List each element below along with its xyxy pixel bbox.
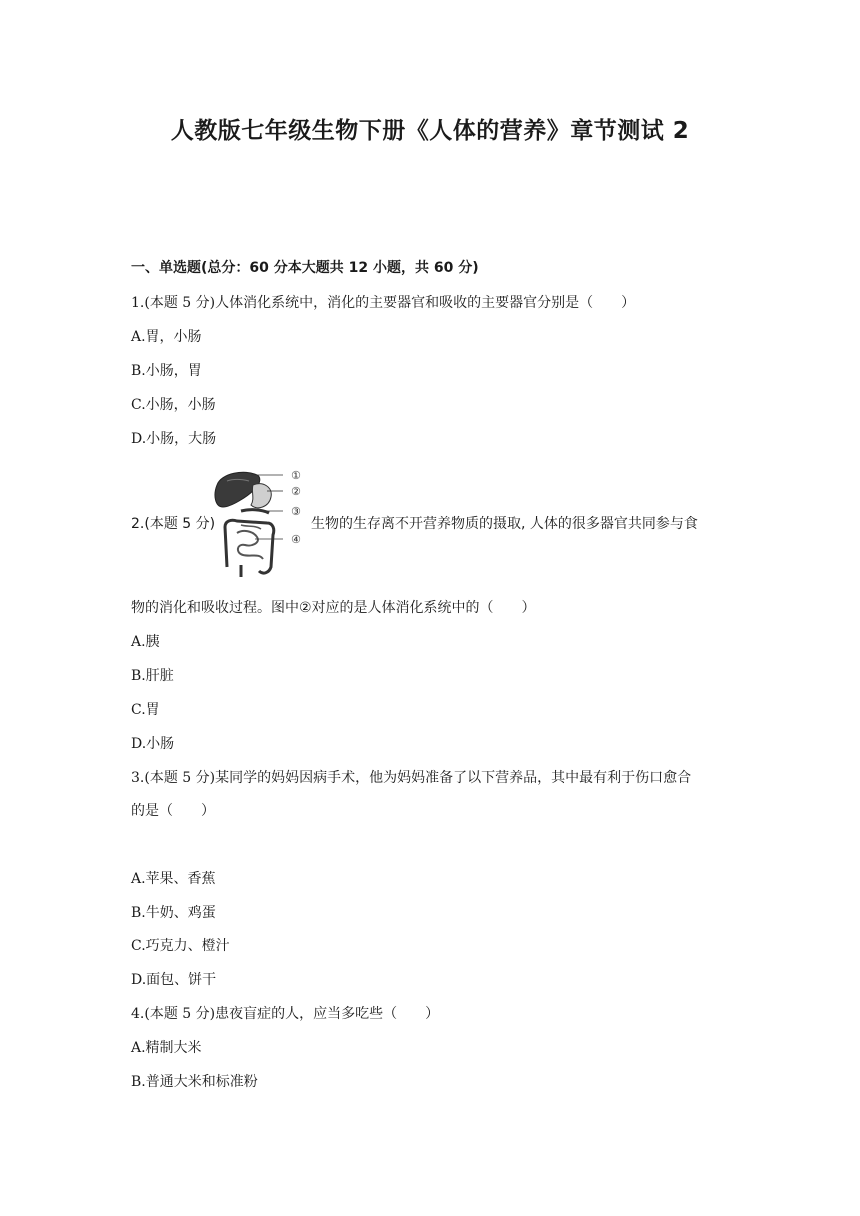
question-1-option-b: B.小肠，胃: [131, 363, 202, 379]
question-3-option-b: B.牛奶、鸡蛋: [131, 905, 216, 921]
question-2-option-d: D.小肠: [131, 736, 175, 752]
question-2-stem-part2: 物的消化和吸收过程。图中②对应的是人体消化系统中的（ ）: [131, 600, 536, 616]
digestive-system-figure: [211, 467, 311, 580]
figure-label-1: ①: [291, 469, 301, 482]
question-2-option-c: C.胃: [131, 702, 160, 718]
question-3-stem-line1: 3.(本题 5 分)某同学的妈妈因病手术，他为妈妈准备了以下营养品，其中最有利于伤口愈合: [131, 770, 692, 786]
question-2-option-a: A.胰: [131, 634, 160, 650]
question-1-option-c: C.小肠，小肠: [131, 397, 216, 413]
question-1-stem: 1.(本题 5 分)人体消化系统中，消化的主要器官和吸收的主要器官分别是（ ）: [131, 295, 636, 311]
question-3-stem-line2: 的是（ ）: [131, 803, 215, 819]
question-3-option-a: A.苹果、香蕉: [131, 871, 216, 887]
figure-label-2: ②: [291, 485, 301, 498]
question-3-option-d: D.面包、饼干: [131, 972, 217, 988]
question-1-option-d: D.小肠，大肠: [131, 431, 217, 447]
question-3-option-c: C.巧克力、橙汁: [131, 938, 230, 954]
question-4-stem: 4.(本题 5 分)患夜盲症的人，应当多吃些（ ）: [131, 1006, 440, 1022]
figure-label-4: ④: [291, 533, 301, 546]
question-2-first-line: [131, 467, 741, 582]
figure-label-3: ③: [291, 505, 301, 518]
page-title: 人教版七年级生物下册《人体的营养》章节测试 2: [170, 118, 690, 144]
section-heading: 一、单选题(总分：60 分本大题共 12 小题，共 60 分): [131, 260, 479, 276]
question-2-option-b: B.肝脏: [131, 668, 174, 684]
question-4-option-a: A.精制大米: [131, 1040, 202, 1056]
question-2-number: 2.(本题 5 分): [131, 516, 216, 532]
question-4-option-b: B.普通大米和标准粉: [131, 1074, 258, 1090]
question-1-option-a: A.胃，小肠: [131, 329, 202, 345]
question-2-stem-part1: 生物的生存离不开营养物质的摄取, 人体的很多器官共同参与食: [311, 516, 698, 532]
